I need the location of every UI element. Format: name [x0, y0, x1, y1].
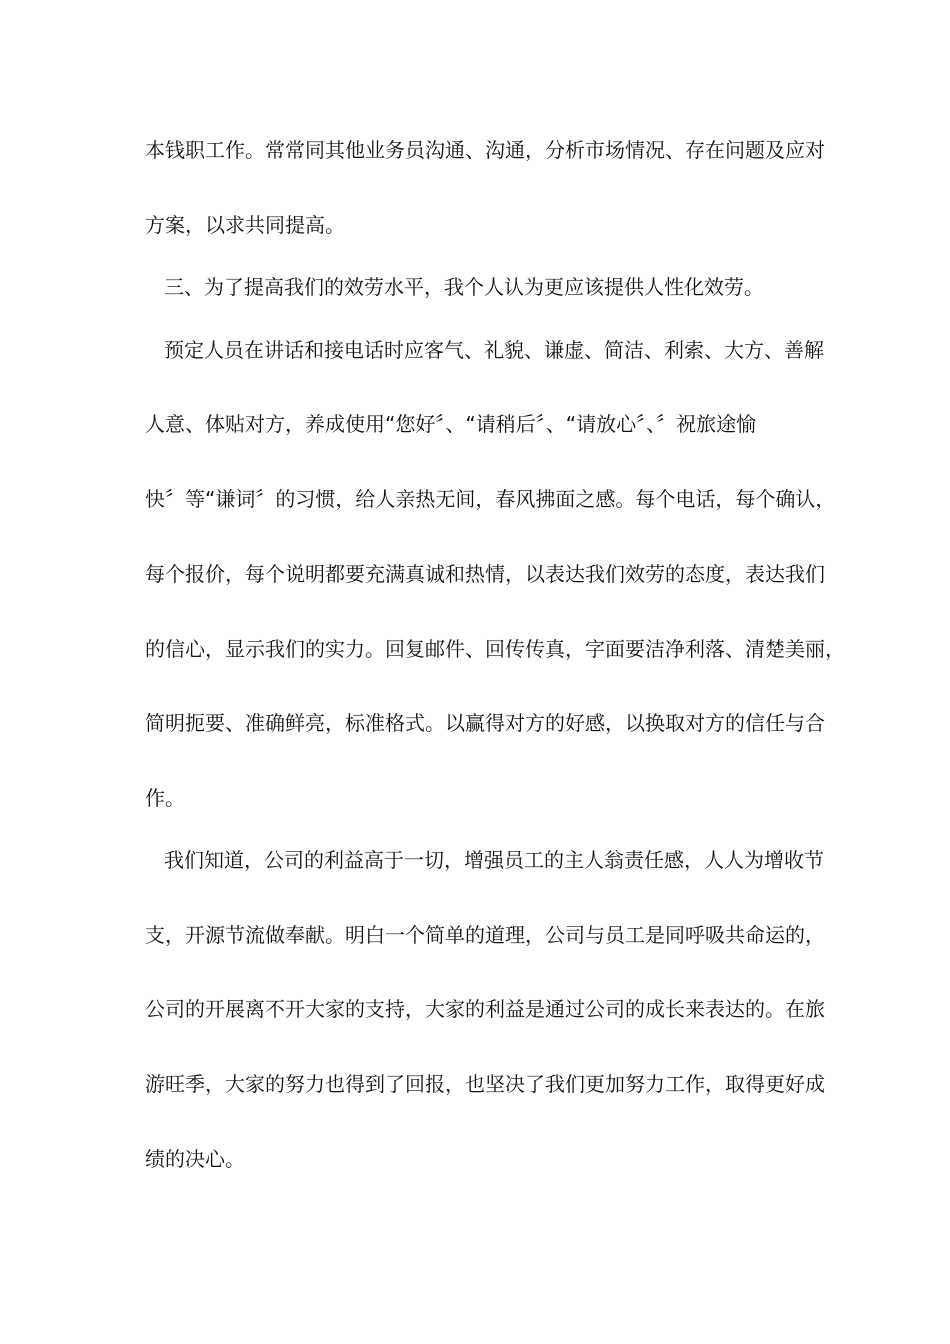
- text-line: 我们知道，公司的利益高于一切，增强员工的主人翁责任感，人人为增收节: [164, 848, 824, 872]
- text-line: 游旺季，大家的努力也得到了回报，也坚决了我们更加努力工作，取得更好成: [145, 1072, 825, 1096]
- text-line: 快〞等“谦词〞的习惯，给人亲热无间，春风拂面之感。每个电话，每个确认，: [145, 487, 836, 511]
- text-line: 支，开源节流做奉献。明白一个简单的道理，公司与员工是同呼吸共命运的，: [145, 923, 825, 947]
- text-line: 每个报价，每个说明都要充满真诚和热情，以表达我们效劳的态度，表达我们: [145, 562, 825, 586]
- text-line: 简明扼要、准确鲜亮，标准格式。以赢得对方的好感，以换取对方的信任与合: [145, 711, 825, 735]
- text-line: 方案，以求共同提高。: [145, 213, 345, 237]
- text-line: 作。: [145, 786, 185, 810]
- text-line: 公司的开展离不开大家的支持，大家的利益是通过公司的成长来表达的。在旅: [145, 997, 825, 1021]
- text-line: 预定人员在讲话和接电话时应客气、礼貌、谦虚、简洁、利索、大方、善解: [164, 338, 824, 362]
- text-line: 本钱职工作。常常同其他业务员沟通、沟通，分析市场情况、存在问题及应对: [145, 138, 825, 162]
- section-heading: 三、为了提高我们的效劳水平，我个人认为更应该提供人性化效劳。: [164, 275, 764, 299]
- text-line: 的信心，显示我们的实力。回复邮件、回传传真，字面要洁净利落、清楚美丽，: [145, 637, 845, 661]
- text-line: 人意、体贴对方，养成使用“您好〞、“请稍后〞、“请放心〞、〞祝旅途愉: [145, 412, 757, 436]
- text-line: 绩的决心。: [145, 1147, 245, 1171]
